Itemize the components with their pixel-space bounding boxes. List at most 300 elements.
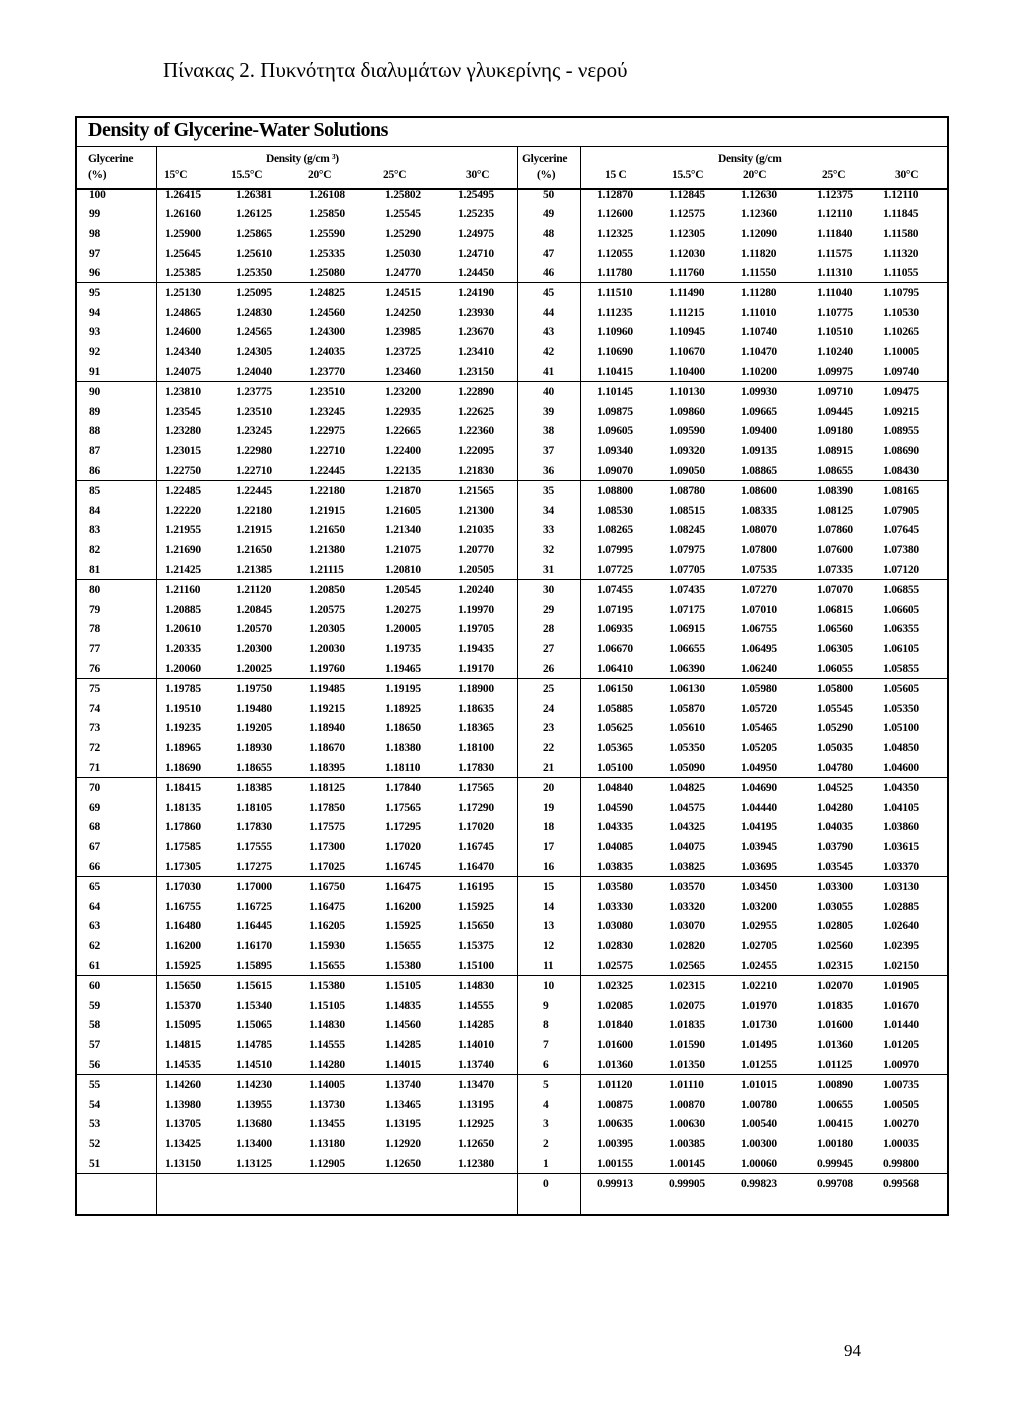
right-density-cell: 1.12845 xyxy=(669,188,705,201)
left-density-cell: 1.20570 xyxy=(236,623,272,636)
right-density-cell: 1.10470 xyxy=(741,346,777,359)
left-density-cell: 1.16725 xyxy=(236,900,272,913)
right-density-cell: 1.11840 xyxy=(817,227,853,240)
right-density-cell: 1.01110 xyxy=(669,1079,704,1091)
right-density-cell: 1.02070 xyxy=(817,980,853,992)
left-density-cell: 1.25495 xyxy=(458,188,494,201)
left-glycerine-percent-cell: 63 xyxy=(89,920,101,933)
left-density-cell: 1.24040 xyxy=(236,365,272,378)
right-density-cell: 1.01970 xyxy=(741,999,777,1012)
right-density-cell: 1.03835 xyxy=(597,860,633,873)
right-density-cell: 1.09590 xyxy=(669,425,705,438)
left-density-cell: 1.19735 xyxy=(385,643,421,656)
left-density-cell: 1.15650 xyxy=(165,980,201,992)
left-density-cell: 1.23150 xyxy=(458,365,494,378)
left-density-cell: 1.14815 xyxy=(165,1039,201,1052)
left-density-cell: 1.26160 xyxy=(165,208,201,221)
right-density-cell: 1.11550 xyxy=(741,267,777,280)
right-density-cell: 1.01835 xyxy=(669,1019,705,1032)
right-glycerine-percent-cell: 35 xyxy=(543,485,555,497)
right-density-cell: 1.03695 xyxy=(741,860,777,873)
row-group-divider xyxy=(77,1074,947,1075)
left-density-cell: 1.18380 xyxy=(385,742,421,755)
right-density-cell: 1.04850 xyxy=(883,742,919,755)
right-glycerine-percent-cell: 25 xyxy=(543,683,555,695)
left-density-cell: 1.23410 xyxy=(458,346,494,359)
right-glycerine-percent-cell: 11 xyxy=(543,959,554,972)
left-density-cell: 1.19760 xyxy=(309,662,345,675)
right-density-cell: 1.01360 xyxy=(817,1039,853,1052)
left-glycerine-percent-cell: 100 xyxy=(89,188,106,201)
right-glycerine-percent-cell: 5 xyxy=(543,1079,549,1091)
right-density-cell: 1.05855 xyxy=(883,662,919,675)
right-density-cell: 1.08780 xyxy=(669,485,705,497)
left-density-cell: 1.19205 xyxy=(236,722,272,735)
right-temp-25: 25°C xyxy=(822,169,846,181)
right-glycerine-percent-cell: 3 xyxy=(543,1118,549,1131)
right-density-cell: 1.03080 xyxy=(597,920,633,933)
left-density-cell: 1.21870 xyxy=(385,485,421,497)
left-density-cell: 1.17565 xyxy=(385,801,421,814)
left-density-cell: 1.18925 xyxy=(385,702,421,715)
left-density-cell: 1.21340 xyxy=(385,524,421,537)
right-density-cell: 1.03200 xyxy=(741,900,777,913)
right-density-cell: 1.04325 xyxy=(669,821,705,834)
right-density-cell: 1.01360 xyxy=(597,1058,633,1071)
left-density-cell: 1.21650 xyxy=(309,524,345,537)
right-density-cell: 1.09710 xyxy=(817,386,853,398)
left-density-cell: 1.23930 xyxy=(458,306,494,319)
right-density-cell: 1.12325 xyxy=(597,227,633,240)
left-density-cell: 1.17020 xyxy=(385,841,421,854)
left-density-cell: 1.23725 xyxy=(385,346,421,359)
left-density-cell: 1.14285 xyxy=(385,1039,421,1052)
right-glycerine-percent-cell: 24 xyxy=(543,702,555,715)
left-temp-15: 15°C xyxy=(164,169,188,181)
left-density-cell: 1.15380 xyxy=(385,959,421,972)
right-glycerine-percent-cell: 47 xyxy=(543,247,555,260)
right-density-cell: 1.12110 xyxy=(883,188,919,201)
left-density-cell: 1.18105 xyxy=(236,801,272,814)
right-density-cell: 1.03330 xyxy=(597,900,633,913)
left-glycerine-percent-cell: 68 xyxy=(89,821,101,834)
right-density-cell: 1.04280 xyxy=(817,801,853,814)
right-density-cell: 1.07120 xyxy=(883,563,919,576)
left-density-cell: 1.23460 xyxy=(385,365,421,378)
left-glycerine-percent-cell: 64 xyxy=(89,900,101,913)
left-density-cell: 1.14230 xyxy=(236,1079,272,1091)
right-density-cell: 1.08245 xyxy=(669,524,705,537)
left-density-cell: 1.19170 xyxy=(458,662,494,675)
right-density-cell: 1.06560 xyxy=(817,623,853,636)
left-density-cell: 1.22710 xyxy=(236,464,272,477)
right-density-cell: 1.10265 xyxy=(883,326,919,339)
left-density-cell: 1.24560 xyxy=(309,306,345,319)
left-density-cell: 1.22975 xyxy=(309,425,345,438)
left-density-cell: 1.15650 xyxy=(458,920,494,933)
left-density-cell: 1.18690 xyxy=(165,761,201,774)
left-glycerine-percent-cell: 97 xyxy=(89,247,101,260)
right-density-cell: 1.11310 xyxy=(817,267,853,280)
right-density-cell: 1.06390 xyxy=(669,662,705,675)
right-density-cell: 1.01670 xyxy=(883,999,919,1012)
right-density-cell: 1.02820 xyxy=(669,940,705,953)
title-divider xyxy=(77,146,947,147)
right-glycerine-percent-cell: 41 xyxy=(543,365,555,378)
right-glycerine-percent-cell: 8 xyxy=(543,1019,549,1032)
right-density-cell: 1.01590 xyxy=(669,1039,705,1052)
left-density-cell: 1.20060 xyxy=(165,662,201,675)
left-density-cell: 1.24250 xyxy=(385,306,421,319)
right-density-cell: 1.01205 xyxy=(883,1039,919,1052)
right-density-cell: 1.04950 xyxy=(741,761,777,774)
left-density-cell: 1.22625 xyxy=(458,405,494,418)
right-density-cell: 1.07725 xyxy=(597,563,633,576)
left-density-cell: 1.16755 xyxy=(165,900,201,913)
right-density-cell: 1.11845 xyxy=(883,208,919,221)
right-density-cell: 1.10145 xyxy=(597,386,633,398)
left-density-cell: 1.16745 xyxy=(458,841,494,854)
left-density-cell: 1.22890 xyxy=(458,386,494,398)
left-glycerine-percent-cell: 51 xyxy=(89,1157,101,1170)
right-density-cell: 1.12360 xyxy=(741,208,777,221)
right-density-cell: 1.07975 xyxy=(669,544,705,557)
left-glycerine-percent-cell: 53 xyxy=(89,1118,101,1131)
left-density-cell: 1.18125 xyxy=(309,782,345,794)
left-glycerine-percent-cell: 79 xyxy=(89,603,101,616)
right-glycerine-percent-cell: 30 xyxy=(543,584,555,596)
right-density-cell: 1.07380 xyxy=(883,544,919,557)
left-density-cell: 1.18670 xyxy=(309,742,345,755)
right-density-cell: 1.06815 xyxy=(817,603,853,616)
left-density-cell: 1.18100 xyxy=(458,742,494,755)
left-glycerine-percent-cell: 72 xyxy=(89,742,101,755)
left-density-cell: 1.13455 xyxy=(309,1118,345,1131)
page-number: 94 xyxy=(844,1341,861,1360)
left-glycerine-percent-cell: 91 xyxy=(89,365,101,378)
left-temp-30: 30°C xyxy=(466,169,490,181)
right-density-cell: 1.09975 xyxy=(817,365,853,378)
right-density-cell: 1.02455 xyxy=(741,959,777,972)
left-density-cell: 1.15930 xyxy=(309,940,345,953)
right-glycerine-percent-cell: 42 xyxy=(543,346,555,359)
right-density-cell: 1.09445 xyxy=(817,405,853,418)
left-density-cell: 1.21915 xyxy=(309,504,345,517)
right-density-cell: 1.09180 xyxy=(817,425,853,438)
right-density-cell: 1.07010 xyxy=(741,603,777,616)
left-density-cell: 1.17025 xyxy=(309,860,345,873)
left-density-cell: 1.25865 xyxy=(236,227,272,240)
right-density-cell: 1.09400 xyxy=(741,425,777,438)
left-density-cell: 1.17290 xyxy=(458,801,494,814)
right-density-cell: 1.05365 xyxy=(597,742,633,755)
left-density-cell: 1.24075 xyxy=(165,365,201,378)
right-density-cell: 1.00155 xyxy=(597,1157,633,1170)
right-density-cell: 1.08515 xyxy=(669,504,705,517)
left-density-cell: 1.19485 xyxy=(309,683,345,695)
right-density-cell: 1.02575 xyxy=(597,959,633,972)
left-density-cell: 1.14555 xyxy=(458,999,494,1012)
left-density-cell: 1.14830 xyxy=(309,1019,345,1032)
left-density-cell: 1.17000 xyxy=(236,881,272,893)
right-density-cell: 1.04335 xyxy=(597,821,633,834)
left-glycerine-percent-cell: 59 xyxy=(89,999,101,1012)
right-density-cell: 0.99945 xyxy=(817,1157,853,1170)
right-percent-label: (%) xyxy=(537,169,556,181)
right-density-cell: 1.11490 xyxy=(669,287,705,299)
right-density-cell: 1.11580 xyxy=(883,227,919,240)
right-density-cell: 1.03320 xyxy=(669,900,705,913)
left-density-cell: 1.18135 xyxy=(165,801,201,814)
left-density-cell: 1.19510 xyxy=(165,702,201,715)
right-density-cell: 1.01120 xyxy=(597,1079,633,1091)
right-density-cell: 1.10200 xyxy=(741,365,777,378)
right-density-cell: 1.11320 xyxy=(883,247,919,260)
right-density-cell: 1.08430 xyxy=(883,464,919,477)
right-density-cell: 1.06935 xyxy=(597,623,633,636)
left-density-cell: 1.16745 xyxy=(385,860,421,873)
right-density-cell: 1.00395 xyxy=(597,1138,633,1151)
right-glycerine-percent-cell: 18 xyxy=(543,821,555,834)
right-density-cell: 1.02885 xyxy=(883,900,919,913)
right-density-cell: 1.08530 xyxy=(597,504,633,517)
row-group-divider xyxy=(77,975,947,976)
left-density-cell: 1.23510 xyxy=(236,405,272,418)
right-density-cell: 1.03370 xyxy=(883,860,919,873)
left-density-cell: 1.21915 xyxy=(236,524,272,537)
left-density-cell: 1.14830 xyxy=(458,980,494,992)
left-density-cell: 1.25610 xyxy=(236,247,272,260)
left-density-cell: 1.20030 xyxy=(309,643,345,656)
right-density-cell: 1.00385 xyxy=(669,1138,705,1151)
right-density-cell: 1.07995 xyxy=(597,544,633,557)
right-density-cell: 1.08335 xyxy=(741,504,777,517)
left-density-cell: 1.25590 xyxy=(309,227,345,240)
left-density-cell: 1.22665 xyxy=(385,425,421,438)
row-group-divider xyxy=(77,1173,947,1174)
left-density-cell: 1.25900 xyxy=(165,227,201,240)
left-glycerine-percent-cell: 92 xyxy=(89,346,101,359)
right-density-cell: 1.06240 xyxy=(741,662,777,675)
left-density-cell: 1.26381 xyxy=(236,188,272,201)
left-density-cell: 1.22445 xyxy=(236,485,272,497)
left-density-cell: 1.19215 xyxy=(309,702,345,715)
right-density-cell: 1.04600 xyxy=(883,761,919,774)
right-density-cell: 1.07335 xyxy=(817,563,853,576)
right-density-cell: 1.12870 xyxy=(597,188,633,201)
right-density-cell: 1.02640 xyxy=(883,920,919,933)
right-density-cell: 1.05290 xyxy=(817,722,853,735)
left-density-cell: 1.18635 xyxy=(458,702,494,715)
left-glycerine-percent-cell: 88 xyxy=(89,425,101,438)
right-density-cell: 1.06655 xyxy=(669,643,705,656)
left-density-cell: 1.25850 xyxy=(309,208,345,221)
left-density-cell: 1.17585 xyxy=(165,841,201,854)
right-density-cell: 1.07905 xyxy=(883,504,919,517)
right-density-cell: 1.08865 xyxy=(741,464,777,477)
left-density-cell: 1.12650 xyxy=(385,1157,421,1170)
left-density-cell: 1.19705 xyxy=(458,623,494,636)
left-density-cell: 1.24830 xyxy=(236,306,272,319)
right-density-cell: 1.12575 xyxy=(669,208,705,221)
right-density-cell: 1.11820 xyxy=(741,247,777,260)
left-density-cell: 1.13740 xyxy=(458,1058,494,1071)
left-density-cell: 1.22360 xyxy=(458,425,494,438)
left-glycerine-percent-cell: 58 xyxy=(89,1019,101,1032)
right-density-cell: 1.11780 xyxy=(597,267,633,280)
right-density-cell: 1.08265 xyxy=(597,524,633,537)
right-density-cell: 1.01125 xyxy=(817,1058,853,1071)
left-glycerine-percent-cell: 85 xyxy=(89,485,101,497)
right-density-cell: 1.07195 xyxy=(597,603,633,616)
right-density-cell: 1.06355 xyxy=(883,623,919,636)
left-density-cell: 1.18110 xyxy=(385,761,421,774)
right-density-cell: 1.10240 xyxy=(817,346,853,359)
right-density-cell: 1.05100 xyxy=(597,761,633,774)
right-glycerine-percent-cell: 2 xyxy=(543,1138,549,1151)
left-density-cell: 1.18385 xyxy=(236,782,272,794)
right-density-cell: 1.02565 xyxy=(669,959,705,972)
left-density-cell: 1.20545 xyxy=(385,584,421,596)
right-density-cell: 1.00300 xyxy=(741,1138,777,1151)
left-glycerine-percent-cell: 99 xyxy=(89,208,101,221)
right-density-cell: 1.10670 xyxy=(669,346,705,359)
left-density-cell: 1.12380 xyxy=(458,1157,494,1170)
right-density-cell: 1.12110 xyxy=(817,208,853,221)
left-density-cell: 1.16200 xyxy=(165,940,201,953)
left-glycerine-percent-cell: 82 xyxy=(89,544,101,557)
left-glycerine-percent-cell: 80 xyxy=(89,584,101,596)
left-density-cell: 1.14560 xyxy=(385,1019,421,1032)
right-density-cell: 1.03570 xyxy=(669,881,705,893)
right-density-cell: 1.07070 xyxy=(817,584,853,596)
left-glycerine-percent-cell: 90 xyxy=(89,386,101,398)
right-density-cell: 1.03070 xyxy=(669,920,705,933)
left-density-cell: 1.21115 xyxy=(309,563,344,576)
left-density-cell: 1.21120 xyxy=(236,584,272,596)
left-density-cell: 1.14285 xyxy=(458,1019,494,1032)
right-glycerine-percent-cell: 36 xyxy=(543,464,555,477)
left-glycerine-percent-cell: 83 xyxy=(89,524,101,537)
left-density-cell: 1.21385 xyxy=(236,563,272,576)
right-density-cell: 1.08915 xyxy=(817,445,853,458)
left-density-cell: 1.21300 xyxy=(458,504,494,517)
right-density-cell: 0.99568 xyxy=(883,1178,919,1190)
right-temp-20: 20°C xyxy=(743,169,767,181)
left-density-cell: 1.21690 xyxy=(165,544,201,557)
left-density-cell: 1.25335 xyxy=(309,247,345,260)
right-density-cell: 1.07800 xyxy=(741,544,777,557)
right-density-cell: 1.10400 xyxy=(669,365,705,378)
left-density-cell: 1.22400 xyxy=(385,445,421,458)
right-glycerine-percent-cell: 9 xyxy=(543,999,549,1012)
right-density-cell: 1.07705 xyxy=(669,563,705,576)
right-density-cell: 1.07860 xyxy=(817,524,853,537)
right-density-cell: 1.09050 xyxy=(669,464,705,477)
left-glycerine-percent-cell: 76 xyxy=(89,662,101,675)
left-glycerine-percent-cell: 95 xyxy=(89,287,101,299)
right-density-cell: 1.09665 xyxy=(741,405,777,418)
right-density-cell: 1.10795 xyxy=(883,287,919,299)
right-density-cell: 1.06410 xyxy=(597,662,633,675)
left-density-cell: 1.19785 xyxy=(165,683,201,695)
right-glycerine-percent-cell: 0 xyxy=(543,1178,549,1190)
left-density-cell: 1.23245 xyxy=(236,425,272,438)
left-density-cell: 1.25645 xyxy=(165,247,201,260)
left-density-cell: 1.20770 xyxy=(458,544,494,557)
right-density-cell: 1.12375 xyxy=(817,188,853,201)
right-glycerine-percent-cell: 50 xyxy=(543,188,555,201)
left-density-cell: 1.15105 xyxy=(309,999,345,1012)
left-density-cell: 1.15100 xyxy=(458,959,494,972)
right-density-cell: 1.03615 xyxy=(883,841,919,854)
left-density-cell: 1.21650 xyxy=(236,544,272,557)
left-glycerine-percent-cell: 69 xyxy=(89,801,101,814)
right-density-cell: 1.01835 xyxy=(817,999,853,1012)
left-glycerine-percent-cell: 52 xyxy=(89,1138,101,1151)
right-density-cell: 1.03945 xyxy=(741,841,777,854)
left-glycerine-percent-cell: 96 xyxy=(89,267,101,280)
left-glycerine-percent-cell: 78 xyxy=(89,623,101,636)
right-density-cell: 1.03130 xyxy=(883,881,919,893)
left-density-cell: 1.14010 xyxy=(458,1039,494,1052)
right-density-cell: 1.09340 xyxy=(597,445,633,458)
right-density-cell: 1.12600 xyxy=(597,208,633,221)
right-density-cell: 1.12630 xyxy=(741,188,777,201)
left-density-cell: 1.24865 xyxy=(165,306,201,319)
right-glycerine-percent-cell: 49 xyxy=(543,208,555,221)
left-glycerine-percent-cell: 61 xyxy=(89,959,101,972)
right-glycerine-label: Glycerine xyxy=(522,153,568,165)
right-glycerine-percent-cell: 39 xyxy=(543,405,555,418)
left-density-cell: 1.17305 xyxy=(165,860,201,873)
row-group-divider xyxy=(77,678,947,679)
left-density-cell: 1.22710 xyxy=(309,445,345,458)
left-density-cell: 1.13470 xyxy=(458,1079,494,1091)
left-density-cell: 1.25350 xyxy=(236,267,272,280)
right-glycerine-percent-cell: 12 xyxy=(543,940,555,953)
right-density-cell: 1.08390 xyxy=(817,485,853,497)
column-divider-center xyxy=(517,146,518,1216)
left-density-cell: 1.15095 xyxy=(165,1019,201,1032)
left-density-cell: 1.23245 xyxy=(309,405,345,418)
right-density-cell: 0.99913 xyxy=(597,1178,633,1190)
right-density-cell: 1.05350 xyxy=(669,742,705,755)
right-density-cell: 1.09215 xyxy=(883,405,919,418)
row-group-divider xyxy=(77,480,947,481)
left-density-cell: 1.12920 xyxy=(385,1138,421,1151)
left-density-cell: 1.21035 xyxy=(458,524,494,537)
left-density-cell: 1.14535 xyxy=(165,1058,201,1071)
right-density-cell: 1.09605 xyxy=(597,425,633,438)
right-density-cell: 1.01015 xyxy=(741,1079,777,1091)
left-density-cell: 1.20305 xyxy=(309,623,345,636)
right-density-cell: 1.11235 xyxy=(597,306,633,319)
right-density-cell: 1.08600 xyxy=(741,485,777,497)
left-density-cell: 1.18365 xyxy=(458,722,494,735)
left-density-cell: 1.12650 xyxy=(458,1138,494,1151)
left-density-cell: 1.18415 xyxy=(165,782,201,794)
left-density-cell: 1.24305 xyxy=(236,346,272,359)
right-glycerine-percent-cell: 32 xyxy=(543,544,555,557)
left-density-label: Density (g/cm ³) xyxy=(266,153,339,165)
left-density-cell: 1.13680 xyxy=(236,1118,272,1131)
left-density-cell: 1.22935 xyxy=(385,405,421,418)
left-density-cell: 1.22485 xyxy=(165,485,201,497)
page-caption: Πίνακας 2. Πυκνότητα διαλυμάτων γλυκερίνης - νερού xyxy=(163,58,628,82)
left-density-cell: 1.22980 xyxy=(236,445,272,458)
right-density-cell: 1.11215 xyxy=(669,306,705,319)
